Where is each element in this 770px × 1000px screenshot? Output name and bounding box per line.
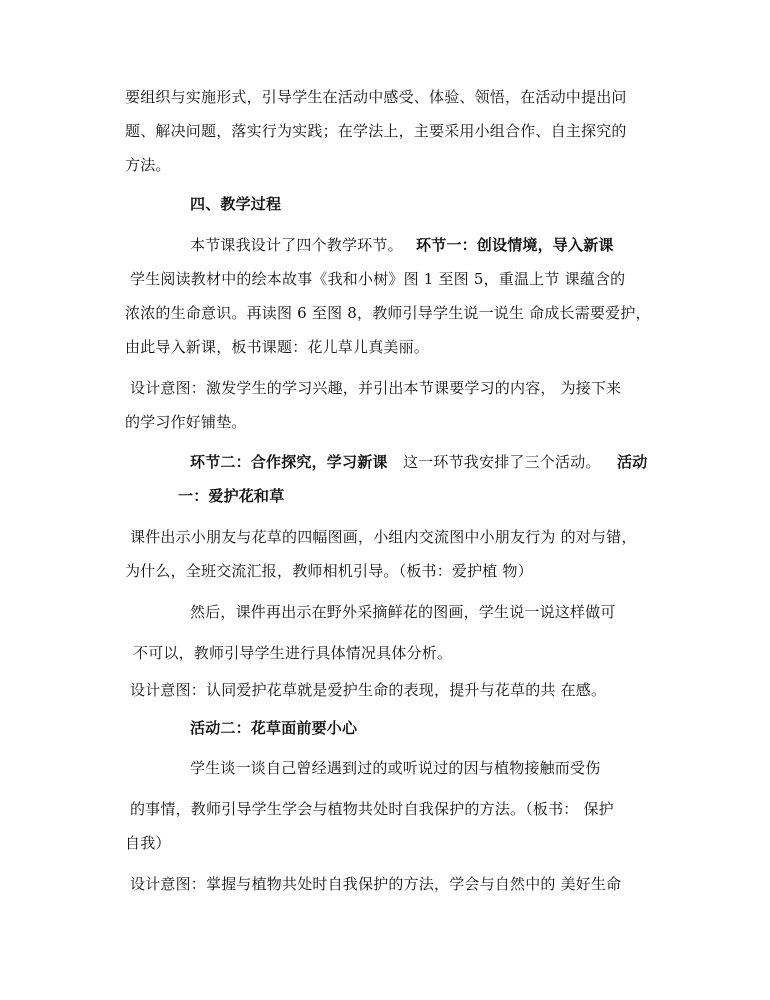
text-line: 不可以，教师引导学生进行具体情况具体分析。 (133, 644, 453, 662)
subsection-heading: 环节一：创设情境，导入新课 (416, 236, 614, 254)
activity-heading: 活动 (617, 453, 648, 471)
section-heading: 四、教学过程 (190, 195, 282, 213)
text-line: 学生阅读教材中的绘本故事《我和小树》图 1 至图 5，重温上节 课蕴含的 (130, 270, 626, 288)
text-line: 这一环节我安排了三个活动。 (403, 453, 601, 471)
text-line: 的事情，教师引导学生学会与植物共处时自我保护的方法。（板书： 保护 (130, 800, 614, 818)
text-line: 浓浓的生命意识。再读图 6 至图 8，教师引导学生说一说生 命成长需要爱护， (125, 304, 651, 322)
activity-heading: 活动二：花草面前要小心 (190, 719, 358, 737)
text-line: 学生谈一谈自己曾经遇到过的或听说过的因与植物接触而受伤 (190, 759, 601, 777)
subsection-heading: 环节二：合作探究，学习新课 (190, 453, 388, 471)
text-line: 由此导入新课，板书课题：花儿草儿真美丽。 (125, 338, 430, 356)
text-line: 设计意图：认同爱护花草就是爱护生命的表现，提升与花草的共 在感。 (130, 681, 607, 699)
text-line: 的学习作好铺垫。 (125, 413, 247, 431)
text-line: 然后，课件再出示在野外采摘鲜花的图画，学生说一说这样做可 (190, 603, 616, 621)
text-line: 课件出示小朋友与花草的四幅图画，小组内交流图中小朋友行为 的对与错， (130, 528, 637, 546)
text-line: 方法。 (125, 156, 171, 174)
text-line: 自我） (125, 834, 171, 852)
text-line: 设计意图：掌握与植物共处时自我保护的方法，学会与自然中的 美好生命 (130, 875, 622, 893)
text-line: 本节课我设计了四个教学环节。 (190, 236, 403, 254)
text-line: 设计意图：激发学生的学习兴趣，并引出本节课要学习的内容， 为接下来 (130, 379, 622, 397)
text-line: 要组织与实施形式，引导学生在活动中感受、体验、领悟，在活动中提出问 (125, 88, 627, 106)
activity-heading: 一：爱护花和草 (178, 487, 285, 505)
text-line: 为什么，全班交流汇报，教师相机引导。（板书：爱护植 物） (125, 562, 533, 580)
text-line: 题、解决问题，落实行为实践；在学法上，主要采用小组合作、自主探究的 (125, 122, 627, 140)
